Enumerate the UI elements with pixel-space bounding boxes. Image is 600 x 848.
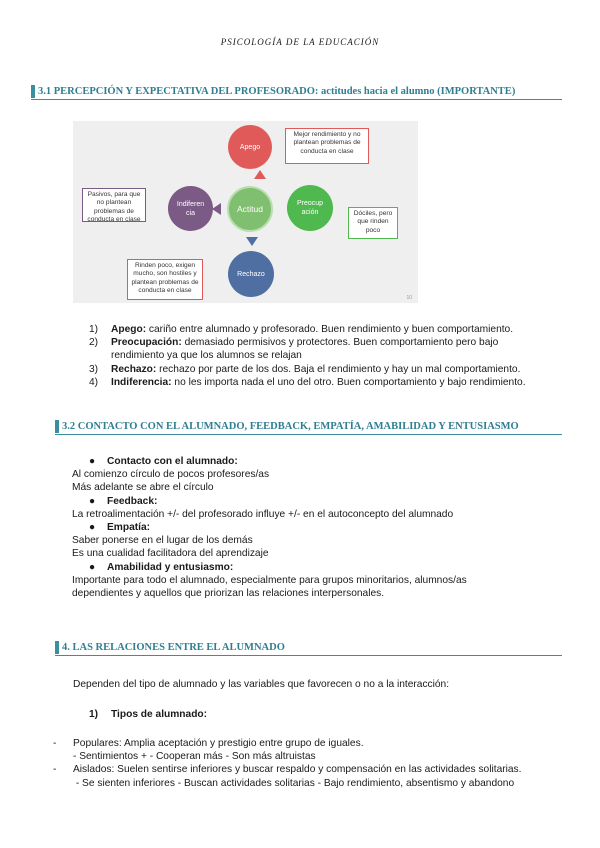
rechazo-label: Rechazo <box>237 270 265 278</box>
text-line: Saber ponerse en el lugar de los demás <box>72 535 253 547</box>
section-4-subheading: 1) Tipos de alumnado: <box>89 709 208 720</box>
section-3-1-heading: 3.1 PERCEPCIÓN Y EXPECTATIVA DEL PROFESORADO: actitudes hacia el alumno (IMPORTANTE) <box>31 85 515 98</box>
section-3-2-heading: 3.2 CONTACTO CON EL ALUMNADO, FEEDBACK, EMPATÍA, AMABILIDAD Y ENTUSIASMO <box>55 420 519 433</box>
list-item: 4) Indiferencia: no les importa nada el uno del otro. Buen comportamiento y bajo rendimiento. <box>89 376 526 388</box>
preocupacion-circle <box>287 185 333 231</box>
slide-number: 10 <box>406 295 412 301</box>
text-line: Es una cualidad facilitadora del aprendizaje <box>72 548 269 560</box>
list-item: 2) Preocupación: demasiado permisivos y protectores. Buen comportamiento pero bajo <box>89 337 499 349</box>
document-header-title: PSICOLOGÍA DE LA EDUCACIÓN <box>220 37 380 47</box>
apego-note: Mejor rendimiento y no plantean problemas de conducta en clase <box>285 128 369 164</box>
list-item: 3) Rechazo: rechazo por parte de los dos. Baja el rendimiento y hay un mal comportamiento. <box>89 363 521 375</box>
indiferencia-circle <box>168 186 213 231</box>
list-item: - Se sienten inferiores - Buscan actividades solitarias - Bajo rendimiento, absentismo y abandono <box>73 777 515 789</box>
attitude-list <box>89 323 526 389</box>
section-4-heading: 4. LAS RELACIONES ENTRE EL ALUMNADO <box>55 641 285 654</box>
list-item: - Aislados: Suelen sentirse inferiores y buscar respaldo y compensación en las actividades solitarias. <box>53 764 522 776</box>
student-types-list <box>53 737 521 790</box>
text-line: Más adelante se abre el círculo <box>72 482 214 494</box>
section-4-intro: Dependen del tipo de alumnado y las variables que favorecen o no a la interacción: <box>73 679 450 690</box>
section-3-1-underline <box>31 99 562 100</box>
rechazo-circle <box>228 251 274 297</box>
apego-label: Apego <box>239 143 261 151</box>
text-line: La retroalimentación +/- del profesorado influye +/- en el autoconcepto del alumnado <box>72 508 454 520</box>
actitud-label: Actitud <box>237 203 263 214</box>
arrow-left-icon <box>212 203 221 215</box>
indiferencia-note: Pasivos, para que no plantean problemas de conducta en clase <box>82 188 146 222</box>
rechazo-note: Rinden poco, exigen mucho, son hostiles y plantean problemas de conducta en clase <box>127 259 203 300</box>
text-line: dependientes y aquellos que priorizan las relaciones interpersonales. <box>72 588 385 600</box>
bullet-item: ● Empatía: <box>89 522 151 534</box>
actitud-center-circle <box>227 186 273 232</box>
arrow-down-icon <box>246 237 258 246</box>
arrow-up-icon <box>254 170 266 179</box>
list-item: 1) Apego: cariño entre alumnado y profesorado. Buen rendimiento y buen comportamiento. <box>89 324 514 335</box>
list-item: - Populares: Amplia aceptación y prestigio entre grupo de iguales. <box>53 738 364 749</box>
list-item: rendimiento ya que los alumnos se relajan <box>111 350 302 362</box>
apego-circle <box>228 125 272 169</box>
text-line: Importante para todo el alumnado, especialmente para grupos minoritarios, alumnos/as <box>72 574 467 586</box>
list-item: - Sentimientos + - Cooperan más - Son más altruistas <box>73 751 316 763</box>
bullet-item: ● Amabilidad y entusiasmo: <box>89 561 234 573</box>
section-3-2-body <box>72 455 467 600</box>
bullet-item: ● Contacto con el alumnado: <box>89 456 238 467</box>
text-line: Al comienzo círculo de pocos profesores/as <box>72 469 270 481</box>
section-4-underline <box>55 655 562 656</box>
attitude-diagram <box>73 121 418 303</box>
preocupacion-note: Dóciles, pero que rinden poco <box>348 207 398 239</box>
indiferencia-label: Indiferen cia <box>176 200 205 217</box>
preocupacion-label: Preocup ación <box>296 200 324 216</box>
bullet-item: ● Feedback: <box>89 495 158 507</box>
section-3-2-underline <box>55 434 562 435</box>
